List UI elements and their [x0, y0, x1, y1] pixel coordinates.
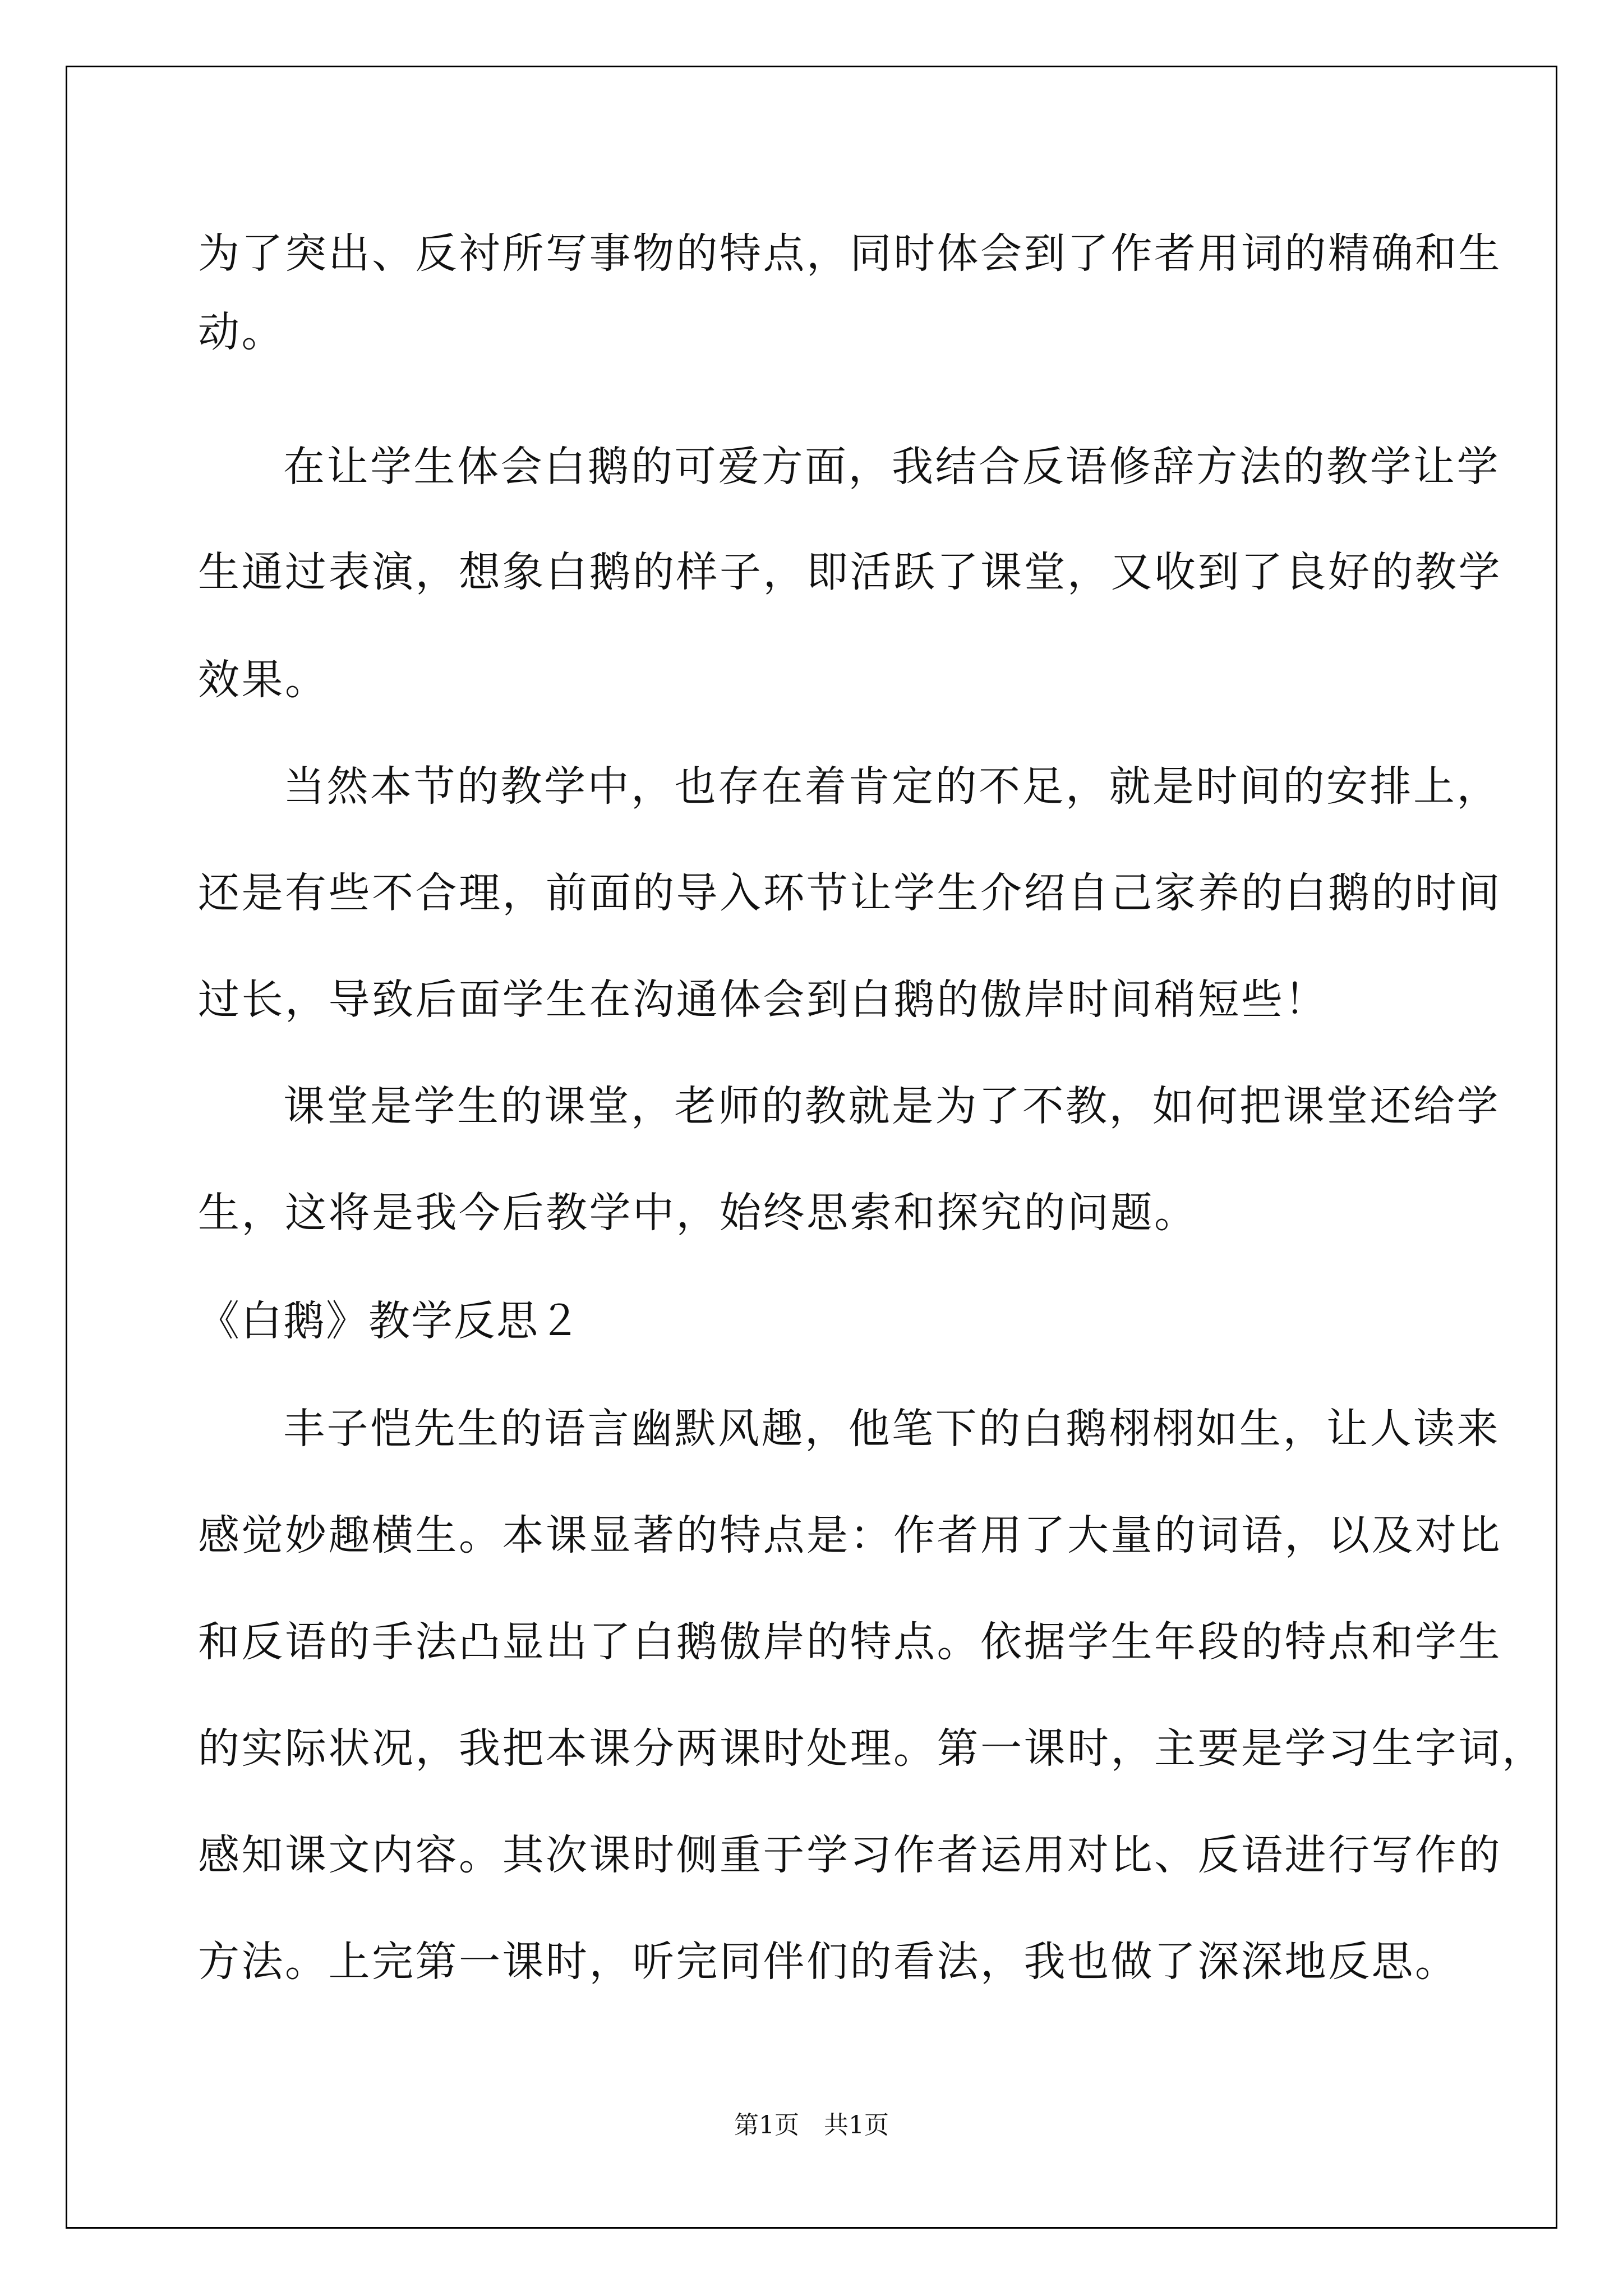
paragraph-line: 当然本节的教学中，也存在着肯定的不足，就是时间的安排上， [283, 762, 1500, 811]
paragraph-line: 感觉妙趣横生。本课显著的特点是：作者用了大量的词语，以及对比 [198, 1511, 1502, 1559]
paragraph-line: 课堂是学生的课堂，老师的教就是为了不教，如何把课堂还给学 [283, 1082, 1500, 1130]
page-number-footer: 第1页 共1页 [734, 2111, 889, 2139]
paragraph-line: 方法。上完第一课时，听完同伴们的看法，我也做了深深地反思。 [198, 1938, 1459, 1986]
paragraph-line: 生通过表演，想象白鹅的样子，即活跃了课堂，又收到了良好的教学 [198, 548, 1502, 596]
paragraph-line: 的实际状况，我把本课分两课时处理。第一课时，主要是学习生字词， [198, 1724, 1546, 1773]
page-border [66, 66, 1557, 2229]
paragraph-line: 生，这将是我今后教学中，始终思索和探究的问题。 [198, 1189, 1198, 1237]
paragraph-line: 在让学生体会白鹅的可爱方面，我结合反语修辞方法的教学让学 [283, 443, 1500, 491]
paragraph-line: 和反语的手法凸显出了白鹅傲岸的特点。依据学生年段的特点和学生 [198, 1618, 1502, 1666]
paragraph-line: 丰子恺先生的语言幽默风趣，他笔下的白鹅栩栩如生，让人读来 [283, 1405, 1500, 1453]
paragraph-line: 为了突出、反衬所写事物的特点，同时体会到了作者用词的精确和生 [198, 229, 1502, 278]
paragraph-line: 效果。 [198, 656, 329, 704]
paragraph-line: 过长，导致后面学生在沟通体会到白鹅的傲岸时间稍短些！ [198, 976, 1328, 1024]
paragraph-line: 动。 [198, 308, 285, 356]
section-heading: 《白鹅》教学反思２ [198, 1297, 582, 1345]
paragraph-line: 感知课文内容。其次课时侧重于学习作者运用对比、反语进行写作的 [198, 1831, 1502, 1879]
paragraph-line: 还是有些不合理，前面的导入环节让学生介绍自己家养的白鹅的时间 [198, 869, 1502, 917]
